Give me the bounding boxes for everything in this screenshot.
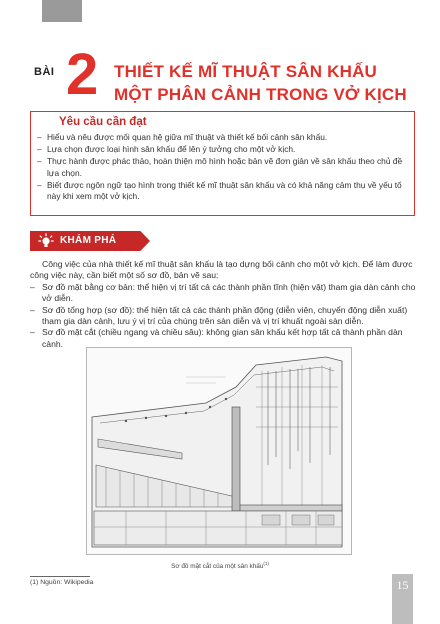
requirement-item: – Hiểu và nêu được mối quan hệ giữa mĩ thuật và thiết kế bối cảnh sân khấu. bbox=[37, 132, 409, 143]
lesson-title bbox=[114, 60, 407, 106]
diagram-list-item: – Sơ đồ mặt cắt (chiều ngang và chiều sâu): không gian sân khấu kết hợp tất cả thành phần dàn cảnh. bbox=[30, 327, 418, 350]
lesson-prefix: BÀI bbox=[34, 66, 55, 78]
requirement-item: – Biết được ngôn ngữ tạo hình trong thiết kế mĩ thuật sân khấu và có khả năng cảm thụ về yếu tố này khi xem một vở kịch. bbox=[37, 180, 409, 202]
figure-caption-ref: (1) bbox=[263, 561, 269, 566]
diagram-list-item: – Sơ đồ tổng hợp (sơ đồ): thể hiện tất cả các thành phần động (diễn viên, chuyển động diễn xuất) tham gia dàn cảnh, lưu ý vị trí của chúng trên sàn diễn và vị trí khuất ngoài sàn diễn. bbox=[30, 305, 418, 328]
requirement-item: – Lựa chọn được loại hình sân khấu để lên ý tưởng cho một vở kịch. bbox=[37, 144, 409, 155]
lesson-number: 2 bbox=[66, 42, 99, 107]
lesson-title-line-2: MỘT PHÂN CẢNH TRONG VỞ KỊCH bbox=[114, 85, 407, 104]
requirements-title: Yêu cầu cần đạt bbox=[59, 116, 147, 128]
body-text bbox=[30, 259, 418, 350]
lesson-title-line-1: THIẾT KẾ MĨ THUẬT SÂN KHẤU bbox=[114, 62, 378, 81]
page-number: 15 bbox=[396, 578, 409, 592]
requirements-list bbox=[37, 132, 409, 203]
explore-label: KHÁM PHÁ bbox=[60, 235, 117, 246]
intro-paragraph: Công việc của nhà thiết kế mĩ thuật sân khấu là tạo dựng bối cảnh cho một vở kịch. Để làm được công việc này, cần biết một số sơ đồ, bản vẽ sau: bbox=[30, 259, 413, 281]
footnote: (1) Nguồn: Wikipedia bbox=[30, 579, 94, 586]
lesson-header bbox=[30, 42, 430, 110]
lightbulb-icon bbox=[38, 233, 54, 249]
explore-section-header bbox=[30, 231, 150, 251]
stage-cross-section-drawing bbox=[86, 347, 352, 555]
figure-caption bbox=[0, 561, 440, 570]
requirement-item: – Thực hành được phác thảo, hoàn thiện mô hình hoặc bản vẽ đơn giản về sân khấu theo chủ đề lựa chọn. bbox=[37, 156, 409, 178]
figure-caption-text: Sơ đồ mặt cắt của một sân khấu bbox=[171, 563, 264, 571]
requirements-box bbox=[30, 111, 415, 216]
footnote-divider bbox=[30, 576, 90, 577]
diagram-list-item: – Sơ đồ mặt bằng cơ bản: thể hiện vị trí tất cả các thành phần tĩnh (hiện vật) tham gia dàn cảnh cho vở diễn. bbox=[30, 282, 418, 305]
header-tab bbox=[42, 0, 82, 22]
diagram-list bbox=[30, 282, 418, 350]
